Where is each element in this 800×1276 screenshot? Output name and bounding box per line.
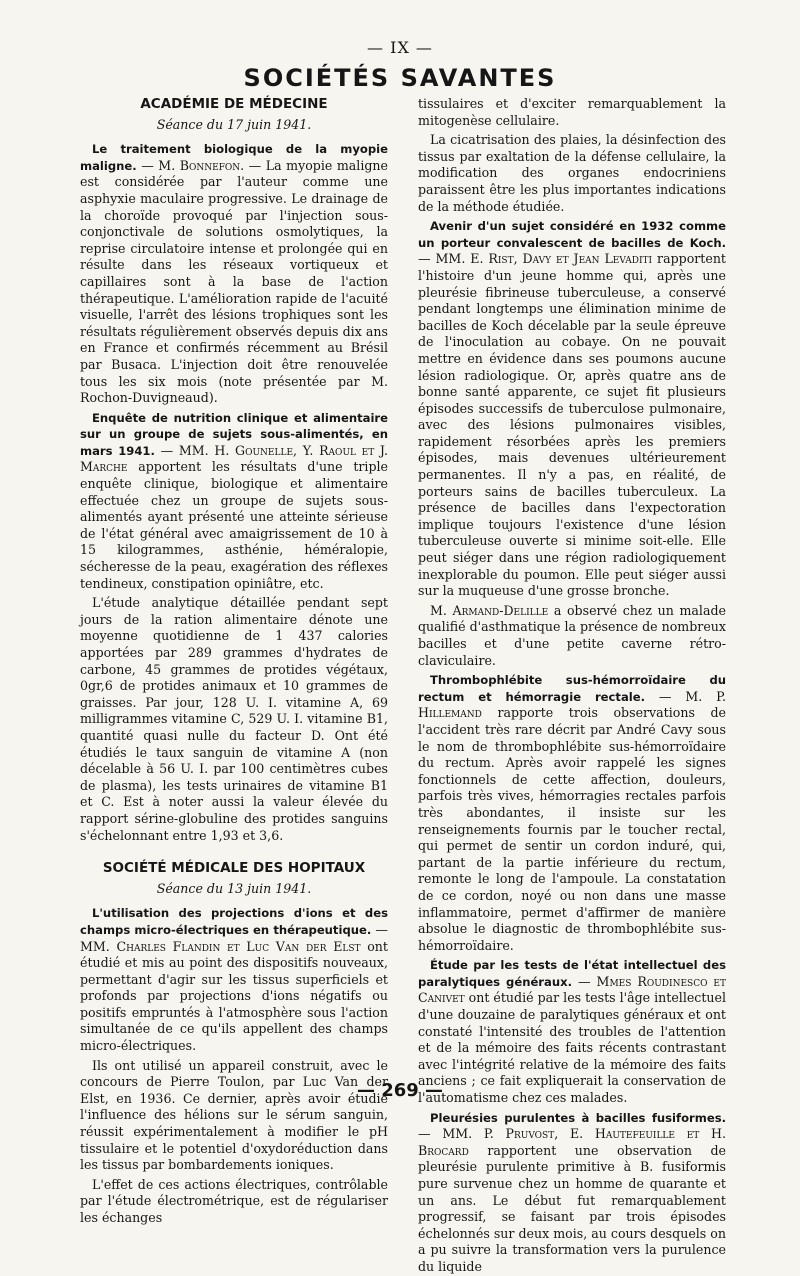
paragraph-continued: tissulaires et d'exciter remarquablement la mitogenèse cellulaire. [418,96,726,128]
article-text: rapportent une observation de pleurésie purulente primitive à B. fusiformis pure survenue chez un homme de quarante et un ans. Le début fut remarquablement progressif, se faisant par trois épisodes échelonnés sur deux mois, au cours desquels on a pu suivre la transformation vers la purulence du liquide [418,1142,726,1274]
article-title: Pleurésies purulentes à bacilles fusiformes. [430,1110,726,1125]
article-nutrition: Enquête de nutrition clinique et alimentaire sur un groupe de sujets sous-alimentés, en mars 1941. — MM. H. Gounelle, Y. Raoul et J. Marche apportent les résultats d'une triple enquête clinique, biologique et alimentaire effectuée chez un groupe de sujets sous-alimentés ayant présenté une atteinte sérieuse de l'état général avec amaigrissement de 10 à 15 kilogrammes, asthénie, héméralopie, sécheresse de la peau, exagération des réflexes tendineux, constipation opiniâtre, etc. [80,410,389,591]
page-title: SOCIÉTÉS SAVANTES [243,64,557,92]
seance-date-hopitaux: Séance du 13 juin 1941. [156,880,312,896]
article-authors: MM. P. Pruvost, E. Hautefeuille et H. Brocard [418,1126,726,1158]
article-title: Étude par les tests de l'état intellectuel des paralytiques généraux. [418,958,726,989]
paragraph: L'effet de ces actions électriques, contrôlable par l'étude électrométrique, est de régulariser les échanges [80,1176,388,1225]
article-author: M. P. Hillemand [418,688,727,721]
seance-date-academie: Séance du 17 juin 1941. [156,116,312,132]
article-title: Le traitement biologique de la myopie maligne. [80,142,388,173]
section-heading-academie: ACADÉMIE DE MÉDECINE [140,96,328,112]
article-title: Thrombophlébite sus-hémorroïdaire du rectum et hémorragie rectale. [418,673,726,704]
article-authors: MM. E. Rist, Davy et Jean Levaditi [435,251,653,267]
article-thrombophlebite: Thrombophlébite sus-hémorroïdaire du rectum et hémorragie rectale. — M. P. Hillemand rapporte trois observations de l'accident très rare décrit par André Cavy sous le nom de thrombophlébite sus-hémorroïdaire du rectum. Après avoir rappelé les signes fonctionnels de cette affection, douleurs, parfois très vives, hémorragies rectales parfois très abondantes, il insiste sur les renseignements fournis par le toucher rectal, qui permet de sentir un cordon induré, qui, partant de la partie inférieure du rectum, remonte le long de l'ampoule. La constatation de ce cordon, noyé ou non dans une masse inflammatoire, permet d'affirmer de manière absolue le diagnostic de thrombophlébite sus-hémorroïdaire. [418,673,727,953]
article-text: rapportent l'histoire d'un jeune homme qui, après une pleurésie fibrineuse tuberculeuse, a conservé pendant longtemps une élimination minime de bacilles de Koch décelable par la seule épreuve de l'inoculation au cobaye. On ne pouvait mettre en évidence dans ses poumons aucune lésion radiologique. Or, après quatre ans de bonne santé apparente, ce sujet fit plusieurs épisodes successifs de tuberculose pulmonaire, avec des lésions pulmonaires visibles, rapidement résorbées après les premiers épisodes, mais devenues ultérieurement permanentes. Il n'y a pas, en réalité, de porteurs sains de bacilles tuberculeux. La présence de bacilles dans l'expectoration implique toujours l'existence d'une lésion tuberculeuse ouverte si minime soit-elle. Elle peut siéger dans une région radiologiquement inexplorable du poumon. Elle peut siéger aussi sur la muqueuse d'une grosse bronche. [418,251,726,599]
article-text: a observé chez un malade qualifié d'asthmatique la présence de nombreux bacilles et d'une petite caverne rétro-claviculaire. [418,602,726,668]
article-authors: Mmes Roudinesco et Canivet [418,973,726,1006]
paragraph: L'étude analytique détaillée pendant sept jours de la ration alimentaire dénote une moyenne quotidienne de 1 437 calories apportées par 289 grammes d'hydrates de carbone, 45 grammes de protides végétaux, 0gr,6 de protides animaux et 10 grammes de graisses. Par jour, 128 U. I. vitamine A, 69 milligrammes vitamine C, 529 U. I. vitamine B1, quantité quasi nulle du facteur D. Ont été étudiés le taux sanguin de vitamine A (non décelable à 56 U. I. par 100 centimètres cubes de plasma), les tests urinaires de vitamine B1 et C. Est à noter aussi la valeur élevée du rapport sérine-globuline des protides sanguins s'échelonnant entre 1,93 et 3,6. [80,595,388,843]
article-author: M. Armand-Delille [430,602,549,618]
article-text: apportent les résultats d'une triple enquête clinique, biologique et alimentaire effectuée chez un groupe de sujets sous-alimentés ayant présenté une atteinte sérieuse de l'état général avec amaigrissement de 10 à 15 kilogrammes, asthénie, héméralopie, sécheresse de la peau, exagération des réflexes tendineux, constipation opiniâtre, etc. [80,459,388,591]
article-title: Enquête de nutrition clinique et alimentaire sur un groupe de sujets sous-alimentés, en mars 1941. [80,410,388,458]
article-authors: MM. Charles Flandin et Luc Van der Elst [80,938,361,954]
article-myopie: Le traitement biologique de la myopie maligne. — M. Bonnefon. — La myopie maligne est considérée par l'auteur comme une asphyxie maculaire progressive. Le drainage de la choroïde provoqué par l'injection sous-conjonctivale de solutions osmolytiques, la reprise circulatoire intense et prolongée qui en résulte dans les réseaux vortiqueux et capillaires sont à la base de l'action thérapeutique. L'amélioration rapide de l'acuité visuelle, l'arrêt des lésions trophiques sont les résultats régulièrement observés depuis dix ans en France et confirmés récemment au Brésil par Busaca. L'injection doit être renouvelée tous les six mois (note présentée par M. Rochon-Duvigneaud). [80,142,388,406]
article-title: L'utilisation des projections d'ions et des champs micro-électriques en thérapeutique. [80,906,388,937]
article-text: ont étudié par les tests l'âge intellectuel d'une douzaine de paralytiques généraux et ont constaté l'intensité des troubles de l'attention et de la mémoire des faits récents contrastant avec l'intégrité relative de la mémoire des faits anciens ; ce fait expliquerait la conservation de l'automatisme chez ces malades. [418,990,727,1106]
right-column [418,96,727,1274]
paragraph: La cicatrisation des plaies, la désinfection des tissus par exaltation de la défense cellulaire, la modification des organes endocriniens paraissent être les plus importantes indications de la méthode étudiée. [418,132,726,214]
left-column [80,96,389,1225]
article-text: La myopie maligne est considérée par l'auteur comme une asphyxie maculaire progressive. Le drainage de la choroïde provoqué par l'injection sous-conjonctivale de solutions osmolytiques, la reprise circulatoire intense et prolongée qui en résulte dans les réseaux vortiqueux et capillaires sont à la base de l'action thérapeutique. L'amélioration rapide de l'acuité visuelle, l'arrêt des lésions trophiques sont les résultats régulièrement observés depuis dix ans en France et confirmés récemment au Brésil par Busaca. L'injection doit être renouvelée tous les six mois (note présentée par M. Rochon-Duvigneaud). [80,157,388,406]
article-authors: MM. H. Gounelle, Y. Raoul et J. Marche [80,442,389,475]
article-paralytiques: Étude par les tests de l'état intellectuel des paralytiques généraux. — Mmes Roudinesco et Canivet ont étudié par les tests l'âge intellectuel d'une douzaine de paralytiques généraux et ont constaté l'intensité des troubles de l'attention et de la mémoire des faits récents contrastant avec l'intégrité relative de la mémoire des faits anciens ; ce fait expliquerait la conservation de l'automatisme chez ces malades. [418,958,727,1106]
roman-page-marker: — IX — [367,38,433,57]
article-armand-delille [418,603,726,669]
page-number: — 269 — [356,1080,444,1101]
article-text: ont étudié et mis au point des dispositifs nouveaux, permettant d'agir sur les tissus superficiels et profonds par projections d'ions négatifs ou positifs empruntés à l'atmosphère sous l'action simultanée de ce qu'ils appellent des champs micro-électriques. [80,938,388,1054]
article-text: rapporte trois observations de l'accident très rare décrit par André Cavy sous le nom de thrombophlébite sus-hémorroïdaire du rectum. Après avoir rappelé les signes fonctionnels de cette affection, douleurs, parfois très vives, hémorragies rectales parfois très abondantes, il insiste sur les renseignements fournis par le toucher rectal, qui permet de sentir un cordon induré, qui, partant de la partie inférieure du rectum, remonte le long de l'ampoule. La constatation de ce cordon, noyé ou non dans une masse inflammatoire, permet d'affirmer de manière absolue le diagnostic de thrombophlébite sus-hémorroïdaire. [418,705,726,953]
article-bacilles-koch: Avenir d'un sujet considéré en 1932 comme un porteur convalescent de bacilles de Koch. — MM. E. Rist, Davy et Jean Levaditi rapportent l'histoire d'un jeune homme qui, après une pleurésie fibrineuse tuberculeuse, a conservé pendant longtemps une élimination minime de bacilles de Koch décelable par la seule épreuve de l'inoculation au cobaye. On ne pouvait mettre en évidence dans ses poumons aucune lésion radiologique. Or, après quatre ans de bonne santé apparente, ce sujet fit plusieurs épisodes successifs de tuberculose pulmonaire, avec des lésions pulmonaires visibles, rapidement résorbées après les premiers épisodes, mais devenues ultérieurement permanentes. Il n'y a pas, en réalité, de porteurs sains de bacilles tuberculeux. La présence de bacilles dans l'expectoration implique toujours l'existence d'une lésion tuberculeuse ouverte si minime soit-elle. Elle peut siéger dans une région radiologiquement inexplorable du poumon. Elle peut siéger aussi sur la muqueuse d'une grosse bronche. [418,219,726,599]
article-title: Avenir d'un sujet considéré en 1932 comme un porteur convalescent de bacilles de Koch. [418,219,726,250]
section-heading-hopitaux: SOCIÉTÉ MÉDICALE DES HOPITAUX [102,860,366,877]
article-pleuresies: Pleurésies purulentes à bacilles fusiformes. — MM. P. Pruvost, E. Hautefeuille et H. Brocard rapportent une observation de pleurésie purulente primitive à B. fusiformis pure survenue chez un homme de quarante et un ans. Le début fut remarquablement progressif, se faisant par trois épisodes échelonnés sur deux mois, au cours desquels on a pu suivre la transformation vers la purulence du liquide [418,1110,726,1274]
article-projections-ions: L'utilisation des projections d'ions et des champs micro-électriques en thérapeutique. — MM. Charles Flandin et Luc Van der Elst ont étudié et mis au point des dispositifs nouveaux, permettant d'agir sur les tissus superficiels et profonds par projections d'ions négatifs ou positifs empruntés à l'atmosphère sous l'action simultanée de ce qu'ils appellent des champs micro-électriques. [80,906,388,1054]
paragraph: Ils ont utilisé un appareil construit, avec le concours de Pierre Toulon, par Luc Van der Elst, en 1936. Ce dernier, après avoir étudié l'influence des hélions sur le sérum sanguin, réussit expérimentalement à modifier le pH tissulaire et le potentiel d'oxydoréduction dans les tissus par bombardements ioniques. [80,1057,388,1173]
article-author: M. Bonnefon. [158,157,245,173]
